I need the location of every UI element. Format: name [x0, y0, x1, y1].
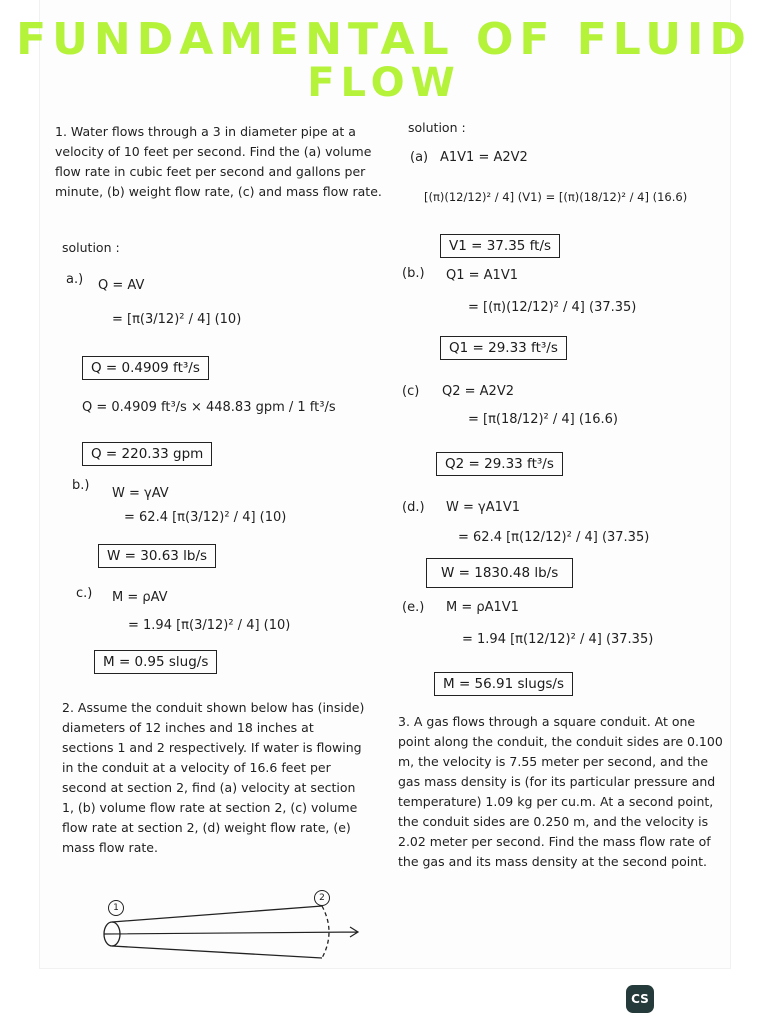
- part-d-label: (d.): [402, 500, 425, 515]
- section-1-marker: 1: [108, 900, 124, 916]
- part-a-substitution: [(π)(12/12)² / 4] (V1) = [(π)(18/12)² / 4] (16.6): [424, 190, 688, 204]
- part-c-label: (c): [402, 384, 420, 399]
- part-b-substitution: = 62.4 [π(3/12)² / 4] (10): [124, 510, 287, 525]
- part-e-equation: M = ρA1V1: [446, 600, 519, 615]
- part-c-equation: Q2 = A2V2: [442, 384, 514, 399]
- answer-box: M = 56.91 slugs/s: [434, 672, 573, 696]
- section-2-marker: 2: [314, 890, 330, 906]
- part-d-equation: W = γA1V1: [446, 500, 521, 515]
- answer-box: V1 = 37.35 ft/s: [440, 234, 560, 258]
- part-a-label: (a): [410, 150, 429, 165]
- gpm-conversion: Q = 0.4909 ft³/s × 448.83 gpm / 1 ft³/s: [82, 400, 336, 415]
- answer-box: Q = 220.33 gpm: [82, 442, 212, 466]
- part-b-equation: Q1 = A1V1: [446, 268, 518, 283]
- problem-2-solution-label: solution :: [408, 120, 466, 135]
- part-e-substitution: = 1.94 [π(12/12)² / 4] (37.35): [462, 632, 654, 647]
- problem-2-statement: 2. Assume the conduit shown below has (inside) diameters of 12 inches and 18 inches at sections 1 and 2 respectively. If water is flowing in the conduit at a velocity of 16.6 feet per second at section 2, find (a) velocity at section 1, (b) volume flow rate at section 2, (c) volume flow rate at section 2, (d) weight flow rate, (e) mass flow rate.: [62, 700, 365, 855]
- part-a-equation: Q = AV: [98, 278, 145, 293]
- part-a-label: a.): [66, 272, 84, 287]
- part-b-label: b.): [72, 478, 90, 493]
- answer-box: Q = 0.4909 ft³/s: [82, 356, 209, 380]
- conduit-diagram: [100, 898, 362, 962]
- part-c-substitution: = [π(18/12)² / 4] (16.6): [468, 412, 618, 427]
- answer-box: M = 0.95 slug/s: [94, 650, 217, 674]
- problem-3-statement: 3. A gas flows through a square conduit. At one point along the conduit, the conduit sides are 0.100 m, the velocity is 7.55 meter per second, and the gas mass density is (for its particular pressure and temperature) 1.09 kg per cu.m. At a second point, the conduit sides are 0.250 m, and the velocity is 2.02 meter per second. Find the mass flow rate of the gas and its mass density at the second point.: [398, 714, 723, 869]
- part-b-equation: W = γAV: [112, 486, 169, 501]
- part-c-substitution: = 1.94 [π(3/12)² / 4] (10): [128, 618, 291, 633]
- answer-box: Q2 = 29.33 ft³/s: [436, 452, 563, 476]
- part-d-substitution: = 62.4 [π(12/12)² / 4] (37.35): [458, 530, 650, 545]
- problem-1-solution-label: solution :: [62, 240, 120, 255]
- answer-box: W = 1830.48 lb/s: [426, 558, 573, 588]
- part-e-label: (e.): [402, 600, 425, 615]
- part-c-equation: M = ρAV: [112, 590, 168, 605]
- part-b-label: (b.): [402, 266, 425, 281]
- page-title: FUNDAMENTAL OF FLUID: [16, 14, 752, 65]
- camscanner-badge: CS: [626, 985, 654, 1013]
- answer-box: W = 30.63 lb/s: [98, 544, 216, 568]
- part-b-substitution: = [(π)(12/12)² / 4] (37.35): [468, 300, 637, 315]
- page-title-line-2: FLOW: [307, 60, 461, 106]
- part-a-equation: A1V1 = A2V2: [440, 150, 528, 165]
- part-c-label: c.): [76, 586, 93, 601]
- flow-arrow: [104, 927, 358, 937]
- part-a-substitution: = [π(3/12)² / 4] (10): [112, 312, 242, 327]
- problem-1-statement: 1. Water flows through a 3 in diameter pipe at a velocity of 10 feet per second. Find the (a) volume flow rate in cubic feet per second and gallons per minute, (b) weight flow rate, (c) and mass flow rate.: [55, 124, 382, 199]
- answer-box: Q1 = 29.33 ft³/s: [440, 336, 567, 360]
